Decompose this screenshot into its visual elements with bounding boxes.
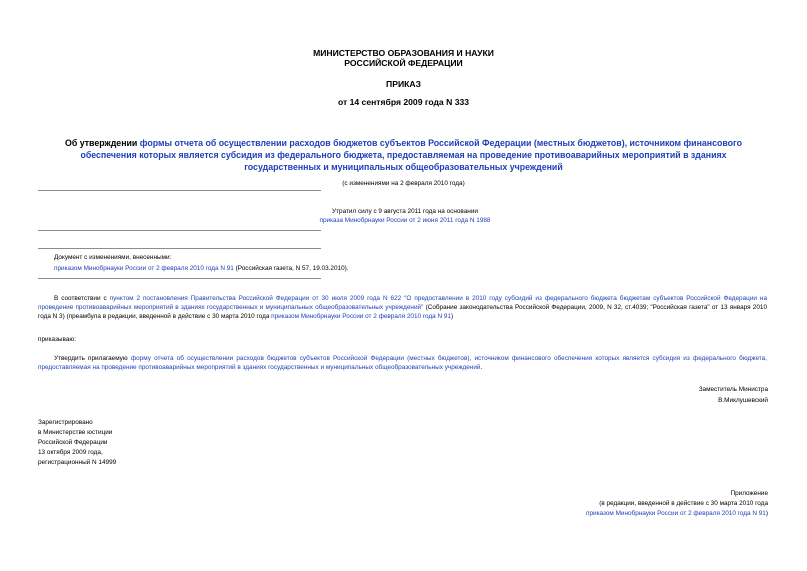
approve-link[interactable]: форму отчета об осуществлении расходов бюджетов субъектов Российской Федерации (местных бюджетов), источником финансового обеспечения которых является субсидия из федерального бюджета, предоставляемая на проведение противоаварийных мероприятий в зданиях государственных и муниципальных общеобразовательных учреждений	[38, 355, 767, 371]
approve-suffix: .	[480, 364, 483, 371]
amend-note: (с изменениями на 2 февраля 2010 года)	[342, 180, 465, 187]
ministry-line-1: МИНИСТЕРСТВО ОБРАЗОВАНИЯ И НАУКИ	[313, 48, 494, 58]
changes-link[interactable]: приказом Минобрнауки России от 2 февраля 2010 года N 91	[54, 265, 234, 272]
registration-line-3: Российской Федерации	[38, 439, 108, 446]
appendix-close: )	[765, 510, 768, 517]
page-title	[52, 137, 755, 173]
signature-name: В.Миклушевский	[718, 397, 768, 404]
appendix-line-2: (в редакции, введенной в действие с 30 марта 2010 года	[599, 500, 768, 507]
changes-label: Документ с изменениями, внесенными:	[54, 254, 172, 261]
signature-position: Заместитель Министра	[698, 386, 768, 393]
preamble-paragraph	[38, 294, 767, 321]
registration-line-1: Зарегистрировано	[38, 419, 93, 426]
approve-paragraph	[38, 354, 767, 372]
approve-prefix: Утвердить прилагаемую	[54, 355, 131, 362]
preamble-text-3: )	[451, 313, 454, 320]
preamble-link-2[interactable]: приказом Минобрнауки России от 2 февраля 2010 года N 91	[271, 313, 452, 320]
appendix-label: Приложение	[730, 490, 768, 497]
appendix-line-3	[586, 509, 768, 518]
divider-1	[38, 190, 321, 191]
doc-type: ПРИКАЗ	[386, 79, 421, 89]
changes-suffix: (Российская газета, N 57, 19.03.2010).	[233, 265, 349, 272]
divider-2	[38, 230, 321, 231]
divider-4	[38, 278, 321, 279]
preamble-text-2: (Собрание законодательства Российской Федерации, 2009, N 32, ст.4039; "Российская газета" от 13 января 2010 года N 3) (преамбула в редакции, введенной в действие с 30 марта 2010 года	[38, 304, 767, 320]
expired-link[interactable]: приказа Минобрнауки России от 2 июня 2011 года N 1988	[319, 217, 491, 224]
title-link[interactable]: формы отчета об осуществлении расходов бюджетов субъектов Российской Федерации (местных бюджетов), источником финансового обеспечения которых является субсидия из федерального бюджета, предоставляемая на проведение противоаварийных мероприятий в зданиях государственных и муниципальных общеобразовательных учреждений	[80, 138, 742, 172]
order-word: приказываю:	[38, 336, 76, 343]
expired-notice: Утратил силу с 9 августа 2011 года на основании	[332, 208, 478, 215]
changes-line	[54, 264, 349, 273]
preamble-text-1: В соответствии с	[54, 295, 110, 302]
registration-line-2: в Министерстве юстиции	[38, 429, 113, 436]
divider-3	[38, 248, 321, 249]
doc-date-number: от 14 сентября 2009 года N 333	[337, 97, 470, 107]
title-prefix: Об утверждении	[65, 138, 140, 148]
preamble-link-1[interactable]: пунктом 2 постановления Правительства Российской Федерации от 30 июля 2009 года N 622 "О предоставлении в 2010 году субсидий из федерального бюджета бюджетам субъектов Российской Федерации на проведение противоаварийных мероприятий в зданиях государственных и муниципальных общеобразовательных учреждений"	[38, 295, 767, 311]
registration-line-4: 13 октября 2009 года,	[38, 449, 103, 456]
appendix-link[interactable]: приказом Минобрнауки России от 2 февраля 2010 года N 91	[586, 510, 766, 517]
registration-line-5: регистрационный N 14999	[38, 459, 117, 466]
ministry-line-2: РОССИЙСКОЙ ФЕДЕРАЦИИ	[344, 58, 463, 68]
